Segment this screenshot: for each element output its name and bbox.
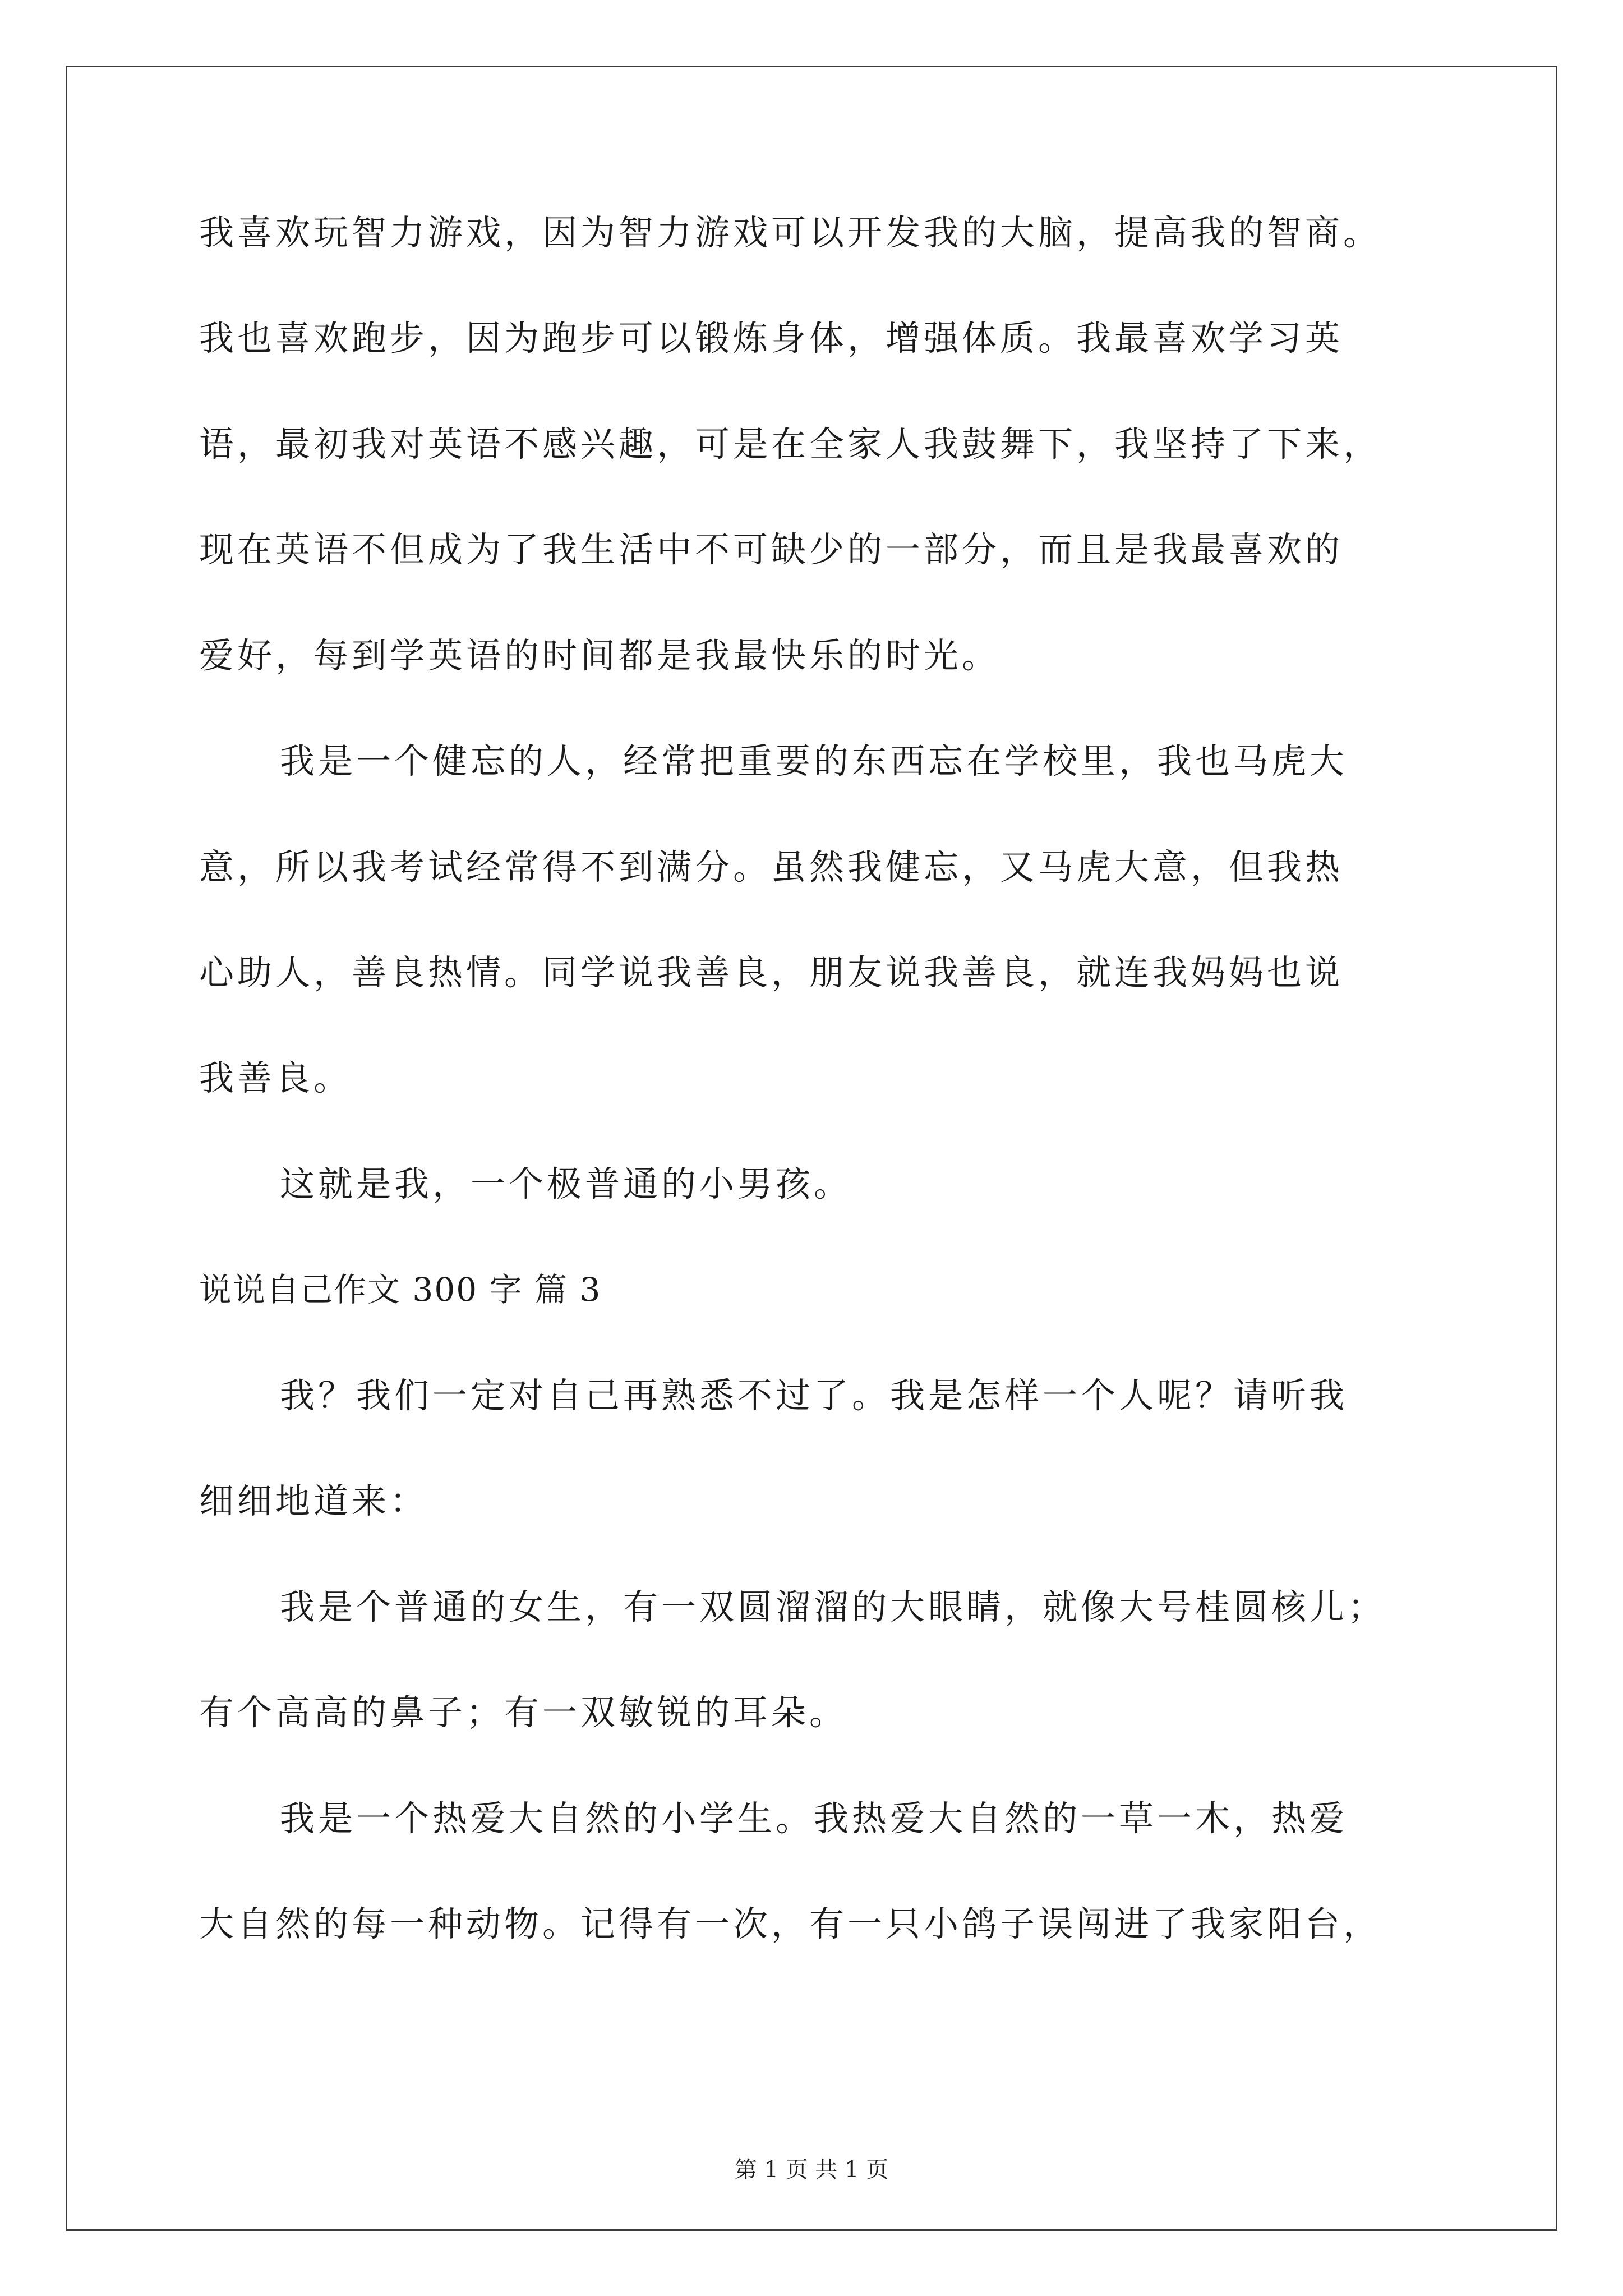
page-number-footer: 第 1 页 共 1 页 (734, 2157, 889, 2183)
paragraph-first-line: 我是个普通的女生，有一双圆溜溜的大眼睛，就像大号桂圆核儿； (280, 1586, 1386, 1627)
body-line: 细细地道来： (199, 1480, 428, 1521)
paragraph-first-line: 我是一个健忘的人，经常把重要的东西忘在学校里，我也马虎大 (280, 740, 1348, 781)
body-line: 心助人，善良热情。同学说我善良，朋友说我善良，就连我妈妈也说 (199, 952, 1344, 993)
body-line: 我也喜欢跑步，因为跑步可以锻炼身体，增强体质。我最喜欢学习英 (199, 318, 1344, 358)
body-line: 我喜欢玩智力游戏，因为智力游戏可以开发我的大脑，提高我的智商。 (199, 212, 1382, 253)
body-line: 有个高高的鼻子；有一双敏锐的耳朵。 (199, 1692, 848, 1733)
body-line: 大自然的每一种动物。记得有一次，有一只小鸽子误闯进了我家阳台， (199, 1903, 1382, 1944)
body-line: 语，最初我对英语不感兴趣，可是在全家人我鼓舞下，我坚持了下来， (199, 424, 1382, 464)
body-line: 意，所以我考试经常得不到满分。虽然我健忘，又马虎大意，但我热 (199, 846, 1344, 887)
paragraph-first-line: 这就是我，一个极普通的小男孩。 (280, 1163, 852, 1204)
body-line: 现在英语不但成为了我生活中不可缺少的一部分，而且是我最喜欢的 (199, 529, 1344, 570)
body-line: 我善良。 (199, 1057, 352, 1098)
paragraph-first-line: 我是一个热爱大自然的小学生。我热爱大自然的一草一木，热爱 (280, 1798, 1348, 1839)
paragraph-first-line: 我？我们一定对自己再熟悉不过了。我是怎样一个人呢？请听我 (280, 1375, 1348, 1416)
body-line: 爱好，每到学英语的时间都是我最快乐的时光。 (199, 635, 1000, 676)
section-heading: 说说自己作文 300 字 篇 3 (199, 1271, 602, 1309)
